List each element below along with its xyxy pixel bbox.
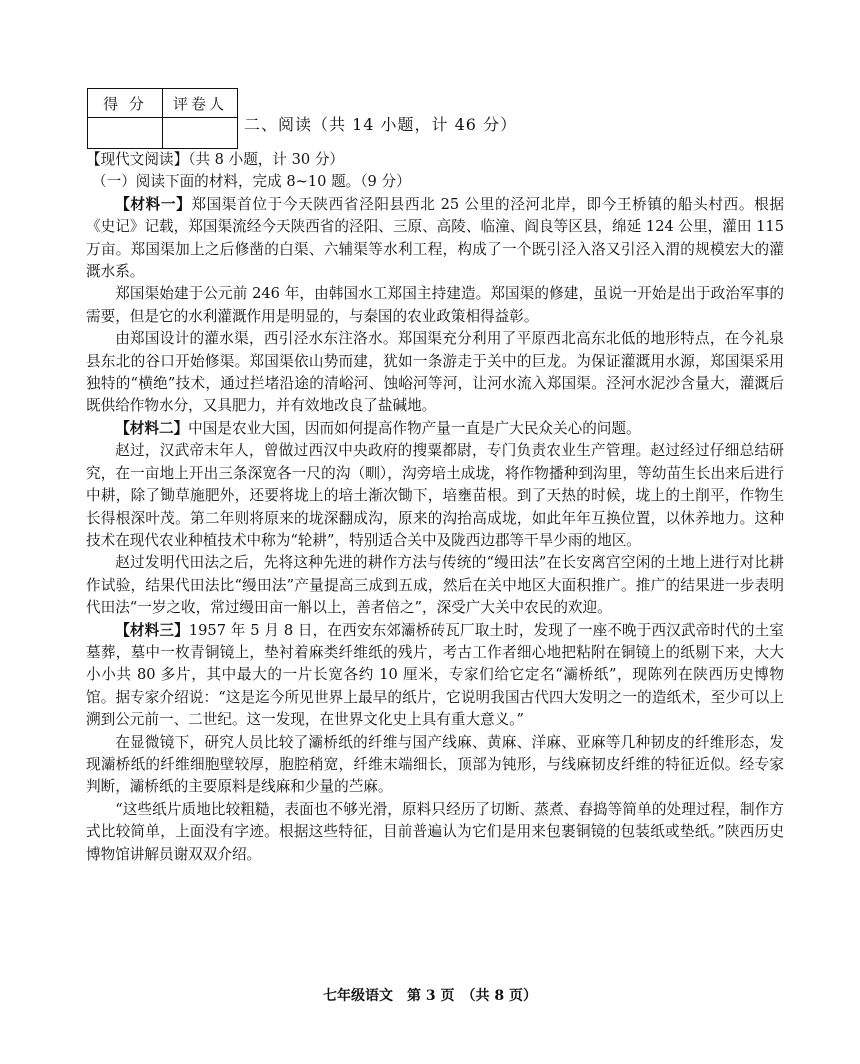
- paragraph-8: [86, 732, 784, 799]
- paragraph-7: [86, 620, 784, 732]
- part-header: 【现代文阅读】（共 8 小题，计 30 分）: [86, 151, 345, 168]
- reading-content: [86, 149, 784, 866]
- paragraph-3: [86, 328, 784, 418]
- score-cell: [88, 118, 163, 149]
- paragraph-text: 郑国渠首位于今天陕西省泾阳县西北 25 公里的泾河北岸，即今王桥镇的船头村西。根据《史记》记载，郑国渠流经今天陕西省的泾阳、三原、高陵、临潼、阎良等区县，绵延 124 公里，灌田 115 万亩。郑国渠加上之后修凿的白渠、六辅渠等水利工程，构成了一个既引泾入洛又引泾入渭的规模宏大的灌溉水系。: [86, 195, 784, 281]
- material-tag-2: 【材料二】: [115, 419, 189, 437]
- paragraph-text: 郑国渠始建于公元前 246 年，由韩国水工郑国主持建造。郑国渠的修建，虽说一开始是出于政治军事的需要，但是它的水利灌溉作用是明显的，与秦国的农业政策相得益彰。: [86, 285, 784, 325]
- paragraph-1: [86, 194, 784, 284]
- paragraph-text: 由郑国设计的灌水渠，西引泾水东注洛水。郑国渠充分利用了平原西北高东北低的地形特点，在今礼泉县东北的谷口开始修渠。郑国渠依山势而建，犹如一条游走于关中的巨龙。为保证灌溉用水源，郑国渠采用独特的“横绝”技术，通过拦堵沿途的清峪河、蚀峪河等河，让河水流入郑国渠。泾河水泥沙含量大，灌溉后既供给作物水分，又具肥力，并有效地改良了盐碱地。: [86, 330, 784, 415]
- material-tag-3: 【材料三】: [115, 621, 189, 639]
- section-title: 二、阅读（共 14 小题，计 46 分）: [244, 115, 518, 134]
- paragraph-6: [86, 552, 784, 619]
- paragraph-4: [86, 418, 784, 440]
- score-label: 得 分: [88, 89, 163, 118]
- page-footer: 七年级语文 第 3 页 （共 8 页）: [323, 988, 537, 1004]
- grader-label: 评卷人: [163, 89, 238, 118]
- paragraph-text: 赵过发明代田法之后，先将这种先进的耕作方法与传统的“缦田法”在长安离宫空闲的土地上进行对比耕作试验，结果代田法比“缦田法”产量提高三成到五成，然后在关中地区大面积推广。推广的结果进一步表明代田法“一岁之收，常过缦田亩一斛以上，善者倍之”，深受广大关中农民的欢迎。: [86, 554, 784, 617]
- material-tag-1: 【材料一】: [115, 195, 192, 213]
- grader-cell: [163, 118, 238, 149]
- paragraph-text: 1957 年 5 月 8 日，在西安东郊灞桥砖瓦厂取土时，发现了一座不晚于西汉武帝时代的土室墓葬，墓中一枚青铜镜上，垫衬着麻类纤维纸的残片，考古工作者细心地把粘附在铜镜上的纸剔下来，大大小小共 80 多片，其中最大的一片长宽各约 10 厘米，专家们给它定名“灞桥纸”，现陈列在陕西历史博物馆。据专家介绍说：“这是迄今所见世界上最早的纸片，它说明我国古代四大发明之一的造纸术，至少可以上溯到公元前一、二世纪。这一发现，在世界文化史上具有重大意义。”: [86, 621, 784, 729]
- paragraph-2: [86, 283, 784, 328]
- paragraph-5: [86, 440, 784, 552]
- paragraph-text: 在显微镜下，研究人员比较了灞桥纸的纤维与国产线麻、黄麻、洋麻、亚麻等几种韧皮的纤维形态，发现灞桥纸的纤维细胞壁较厚，胞腔稍宽，纤维末端细长，顶部为钝形，与线麻韧皮纤维的特征近似。经专家判断，灞桥纸的主要原料是线麻和少量的苎麻。: [86, 733, 784, 796]
- subsection-instruction: （一）阅读下面的材料，完成 8~10 题。（9 分）: [92, 173, 411, 191]
- paragraph-text: 赵过，汉武帝末年人，曾做过西汉中央政府的搜粟都尉，专门负责农业生产管理。赵过经过仔细总结研究，在一亩地上开出三条深宽各一尺的沟（甽），沟旁培土成垅，将作物播种到沟里，等幼苗生长出来后进行中耕，除了锄草施肥外，还要将垅上的培土渐次锄下，培壅苗根。到了天热的时候，垅上的土削平，作物生长得根深叶茂。第二年则将原来的垅深翻成沟，原来的沟抬高成垅，如此年年互换位置，以休养地力。这种技术在现代农业种植技术中称为“轮耕”，特别适合关中及陇西边郡等干旱少雨的地区。: [86, 442, 784, 549]
- paragraph-9: [86, 799, 784, 866]
- paragraph-text: 中国是农业大国，因而如何提高作物产量一直是广大民众关心的问题。: [188, 419, 641, 437]
- paragraph-text: “这些纸片质地比较粗糙，表面也不够光滑，原料只经历了切断、蒸煮、舂捣等简单的处理过程，制作方式比较简单，上面没有字迹。根据这些特征，目前普遍认为它们是用来包裹铜镜的包装纸或垫纸。”陕西历史博物馆讲解员谢双双介绍。: [86, 800, 784, 863]
- score-table: [87, 88, 238, 149]
